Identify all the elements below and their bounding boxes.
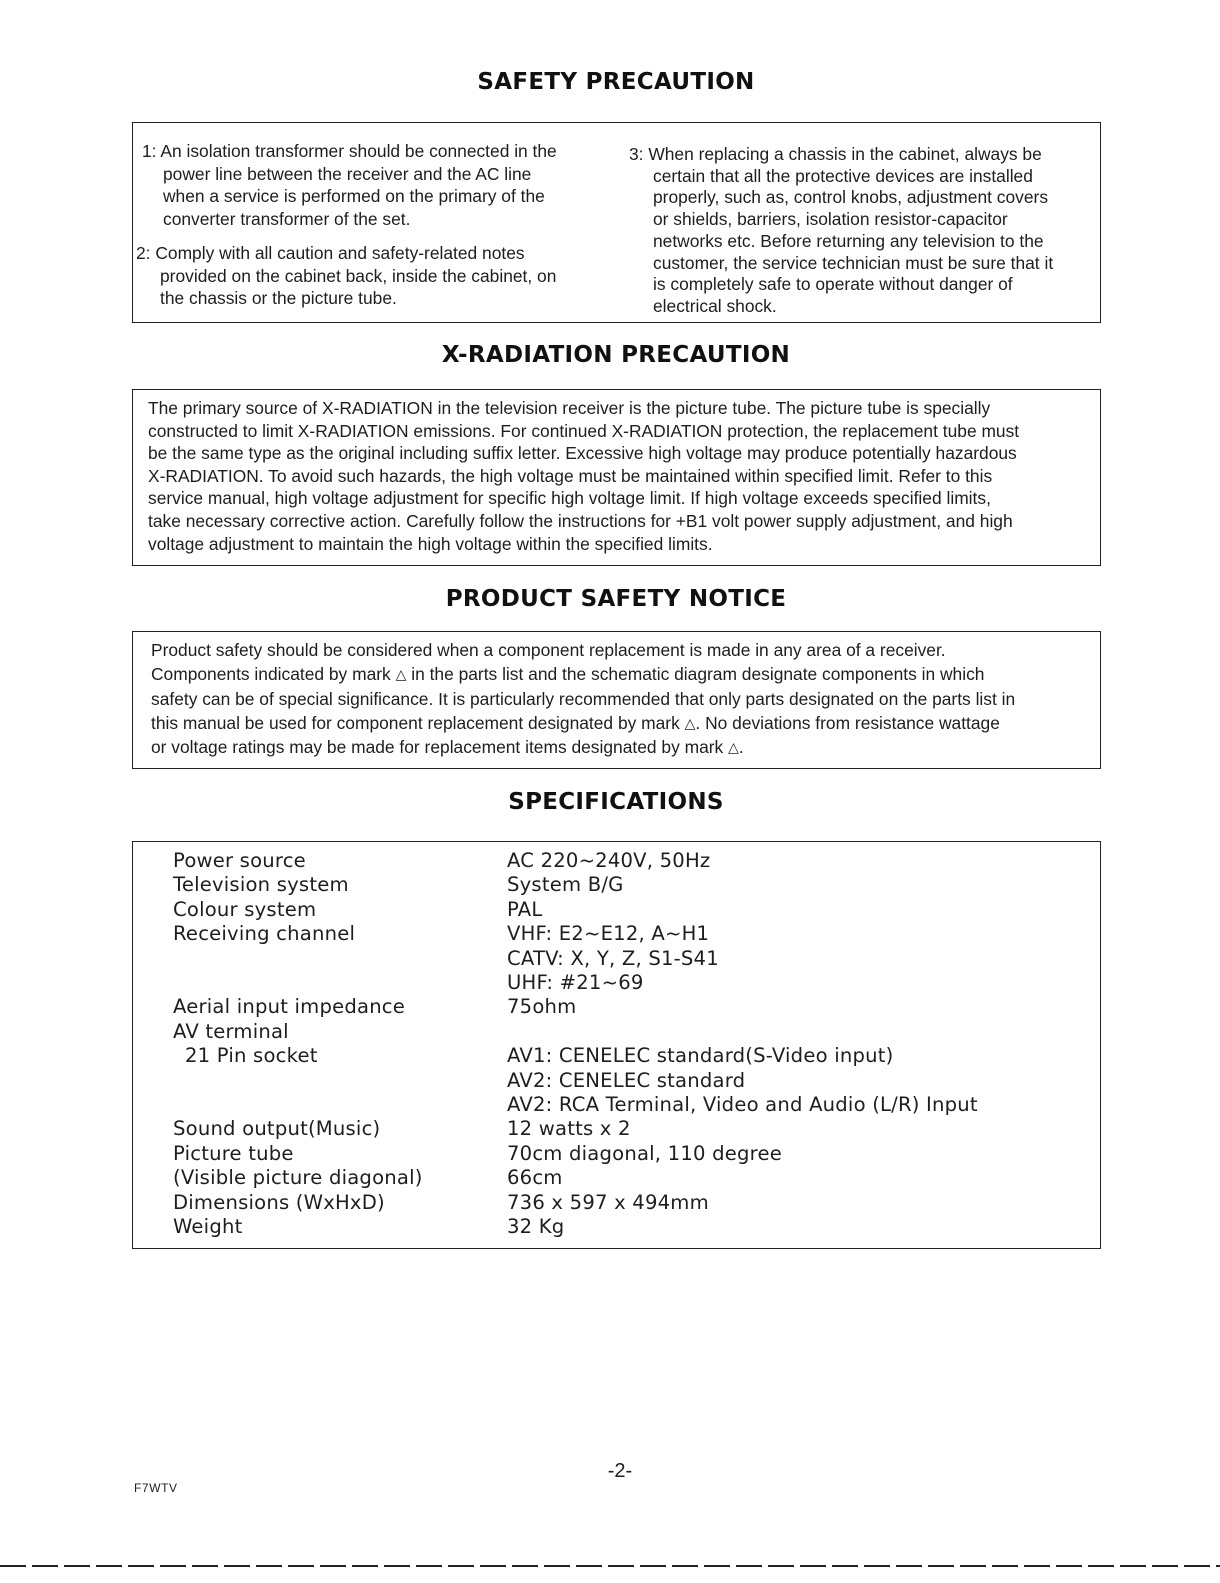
spec-label: Dimensions (WxHxD) [173,1190,385,1214]
spec-value: 66cm [507,1166,563,1190]
safety-item-1 [142,140,557,230]
product-safety-paragraph [151,638,1015,759]
xradiation-line: be the same type as the original including suffix letter. Excessive high voltage may produce potentially hazardous [148,443,1017,464]
model-code: F7WTV [134,1481,178,1495]
spec-label: Aerial input impedance [173,995,406,1019]
xradiation-line: take necessary corrective action. Carefully follow the instructions for +B1 volt power supply adjustment, and high [148,510,1013,531]
safety-item-2-line: provided on the cabinet back, inside the cabinet, on [160,265,557,286]
spec-value: System B/G [507,873,624,897]
safety-item-3-line: networks etc. Before returning any television to the [653,230,1044,251]
product-safety-text: Components indicated by mark [151,664,391,685]
spec-label: Weight [173,1215,243,1238]
product-safety-line: safety can be of special significance. It is particularly recommended that only parts designated on the parts list in [151,688,1016,709]
safety-item-2-line: 2: Comply with all caution and safety-related notes [136,243,525,263]
spec-value: AV2: CENELEC standard [507,1068,746,1092]
bottom-dashed-rule [0,1565,1220,1567]
safety-precaution-title: SAFETY PRECAUTION [477,69,755,95]
spec-value: PAL [507,897,543,921]
spec-label: 21 Pin socket [185,1044,318,1068]
spec-value: AV1: CENELEC standard(S-Video input) [507,1044,894,1068]
safety-item-3-line: electrical shock. [653,295,777,316]
warning-triangle-icon: △ [684,714,696,731]
product-safety-text: in the parts list and the schematic diagram designate components in which [411,664,985,685]
xradiation-line: X-RADIATION. To avoid such hazards, the high voltage must be maintained within specified limit. Refer to this [148,465,993,486]
xradiation-line: service manual, high voltage adjustment for specific high voltage limit. If high voltage exceeds specified limits, [148,488,991,509]
warning-triangle-icon: △ [728,739,739,756]
spec-label: Sound output(Music) [173,1117,381,1141]
safety-item-3-line: certain that all the protective devices are installed [653,165,1033,186]
safety-item-3 [629,144,1053,318]
spec-label: Picture tube [173,1141,294,1165]
xradiation-paragraph [148,397,1019,555]
spec-value: 75ohm [507,995,577,1019]
safety-item-1-line: when a service is performed on the primary of the [163,186,545,206]
safety-item-1-line: 1: An isolation transformer should be connected in the [142,141,557,161]
product-safety-notice-title: PRODUCT SAFETY NOTICE [445,586,787,612]
spec-value: CATV: X, Y, Z, S1-S41 [507,946,719,970]
spec-value: AC 220~240V, 50Hz [507,849,711,872]
safety-item-3-line: customer, the service technician must be sure that it [653,252,1054,273]
safety-item-1-line: power line between the receiver and the AC line [163,163,532,184]
spec-label: Television system [173,873,349,897]
safety-item-2-line: the chassis or the picture tube. [160,288,397,308]
product-safety-text: or voltage ratings may be made for replacement items designated by mark [151,737,724,758]
spec-label: Receiving channel [173,922,356,946]
safety-item-3-line: 3: When replacing a chassis in the cabinet, always be [629,144,1042,164]
specifications-title: SPECIFICATIONS [508,789,724,815]
xradiation-line: voltage adjustment to maintain the high voltage within the specified limits. [148,533,713,554]
xradiation-precaution-title: X-RADIATION PRECAUTION [441,342,791,368]
safety-item-1-line: converter transformer of the set. [163,208,411,229]
xradiation-line: constructed to limit X-RADIATION emissions. For continued X-RADIATION protection, the replacement tube must [148,420,1020,441]
spec-value: 12 watts x 2 [507,1117,631,1141]
safety-item-3-line: is completely safe to operate without danger of [653,274,1013,295]
spec-value: UHF: #21~69 [507,971,644,994]
spec-label: AV terminal [173,1019,289,1043]
product-safety-text: this manual be used for component replacement designated by mark [151,712,680,733]
spec-value: 736 x 597 x 494mm [507,1190,709,1214]
product-safety-line [151,735,1015,759]
page-number: -2- [607,1460,633,1482]
warning-triangle-icon: △ [395,666,407,683]
product-safety-line: Product safety should be considered when a component replacement is made in any area of a receiver. [151,640,946,660]
xradiation-line: The primary source of X-RADIATION in the television receiver is the picture tube. The picture tube is specially [148,398,991,418]
spec-label: Colour system [173,897,317,921]
safety-item-3-line: properly, such as, control knobs, adjustment covers [653,187,1049,208]
spec-value: 70cm diagonal, 110 degree [507,1141,782,1165]
safety-item-2 [136,242,556,310]
spec-label: (Visible picture diagonal) [173,1166,423,1190]
spec-label: Power source [173,849,306,872]
safety-item-3-line: or shields, barriers, isolation resistor-capacitor [653,209,1008,230]
spec-value: VHF: E2~E12, A~H1 [507,922,710,946]
product-safety-line [151,711,1015,735]
spec-value: AV2: RCA Terminal, Video and Audio (L/R) Input [507,1093,978,1116]
spec-value: 32 Kg [507,1215,565,1238]
product-safety-text: . [738,737,744,758]
product-safety-text: . No deviations from resistance wattage [695,712,1000,733]
product-safety-line [151,662,1015,686]
